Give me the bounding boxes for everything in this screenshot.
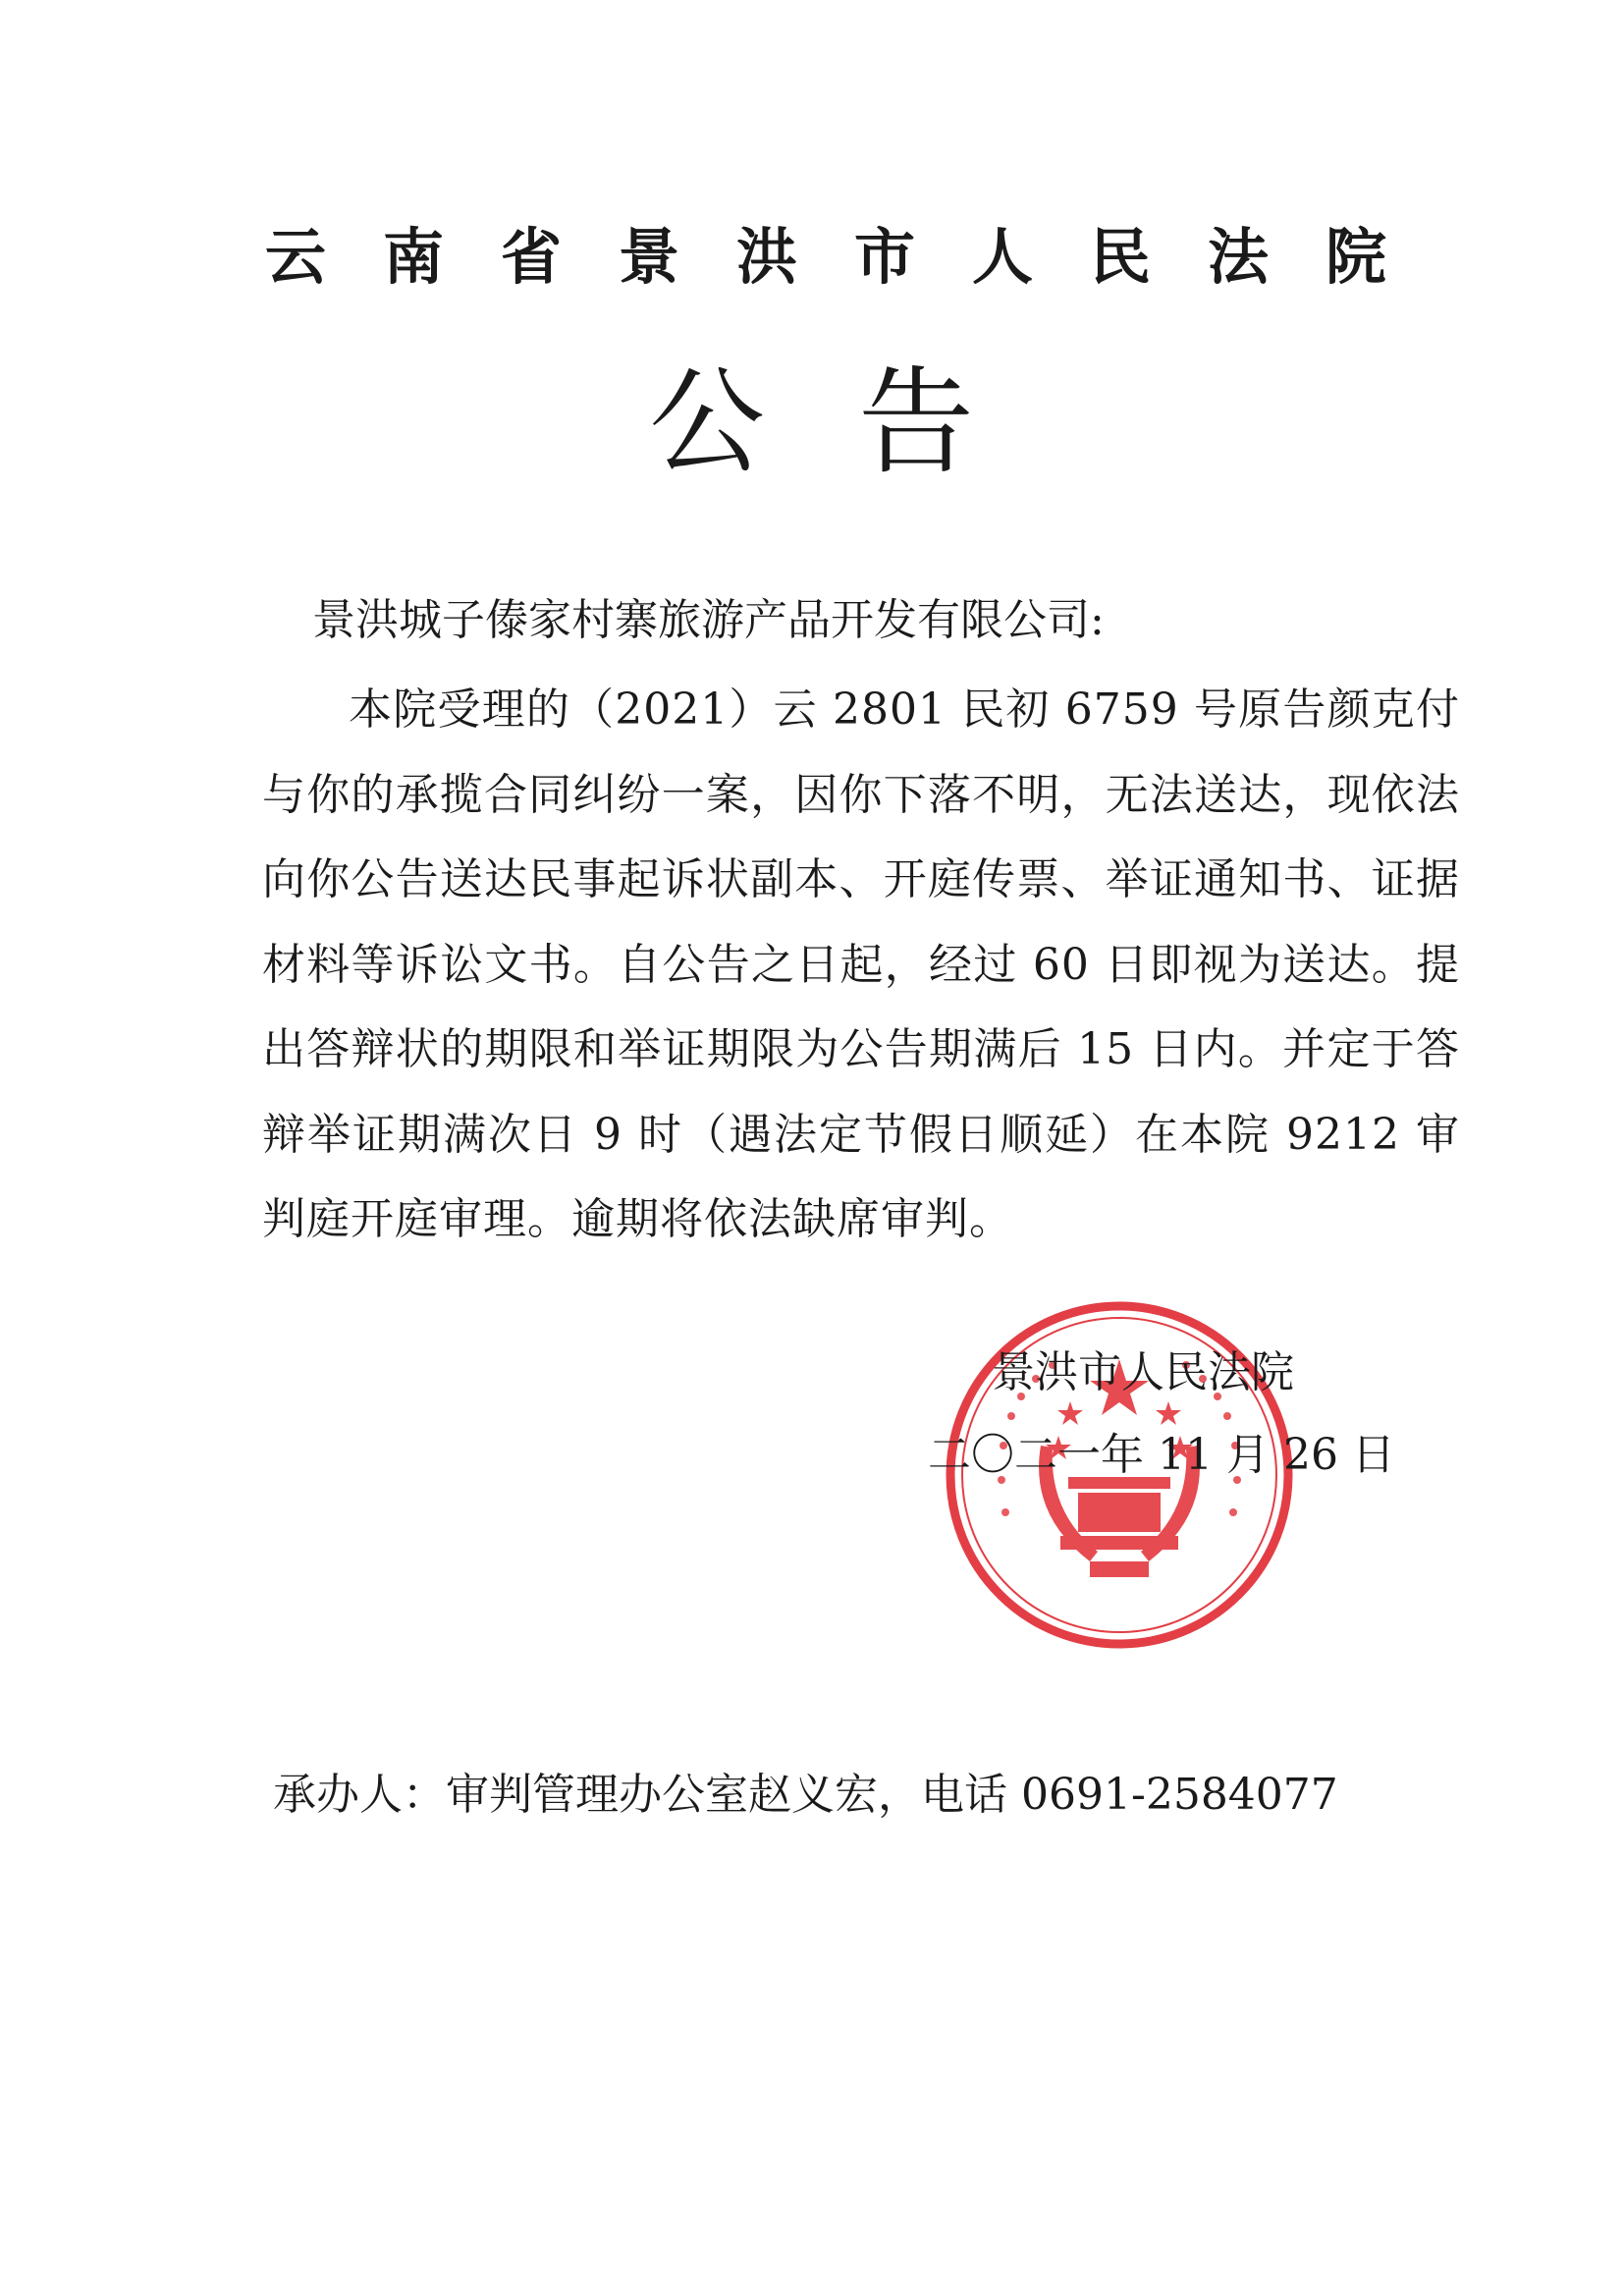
notice-body-paragraph: 本院受理的（2021）云 2801 民初 6759 号原告颜克付与你的承揽合同纠纷一案，因你下落不明，无法送达，现依法向你公告送达民事起诉状副本、开庭传票、举证通知书、证据材料等诉讼文书。自公告之日起，经过 60 日即视为送达。提出答辩状的期限和举证期限为公告期满后 15 日内。并定于答辩举证期满次日 9 时（遇法定节假日顺延）在本院 9212 审判庭开庭审理。逾期将依法缺席审判。	[262, 684, 1460, 1244]
signature-date: 二〇二一年 11 月 26 日	[928, 1430, 1395, 1480]
signature-court-name: 景洪市人民法院	[992, 1347, 1294, 1397]
addressee-line: 景洪城子傣家村寨旅游产品开发有限公司:	[312, 595, 1105, 645]
page-title: 公告	[648, 355, 1067, 490]
handler-contact-line: 承办人：审判管理办公室赵义宏，电话 0691-2584077	[273, 1770, 1338, 1820]
court-name-heading: 云南省景洪市人民法院	[265, 221, 1444, 293]
